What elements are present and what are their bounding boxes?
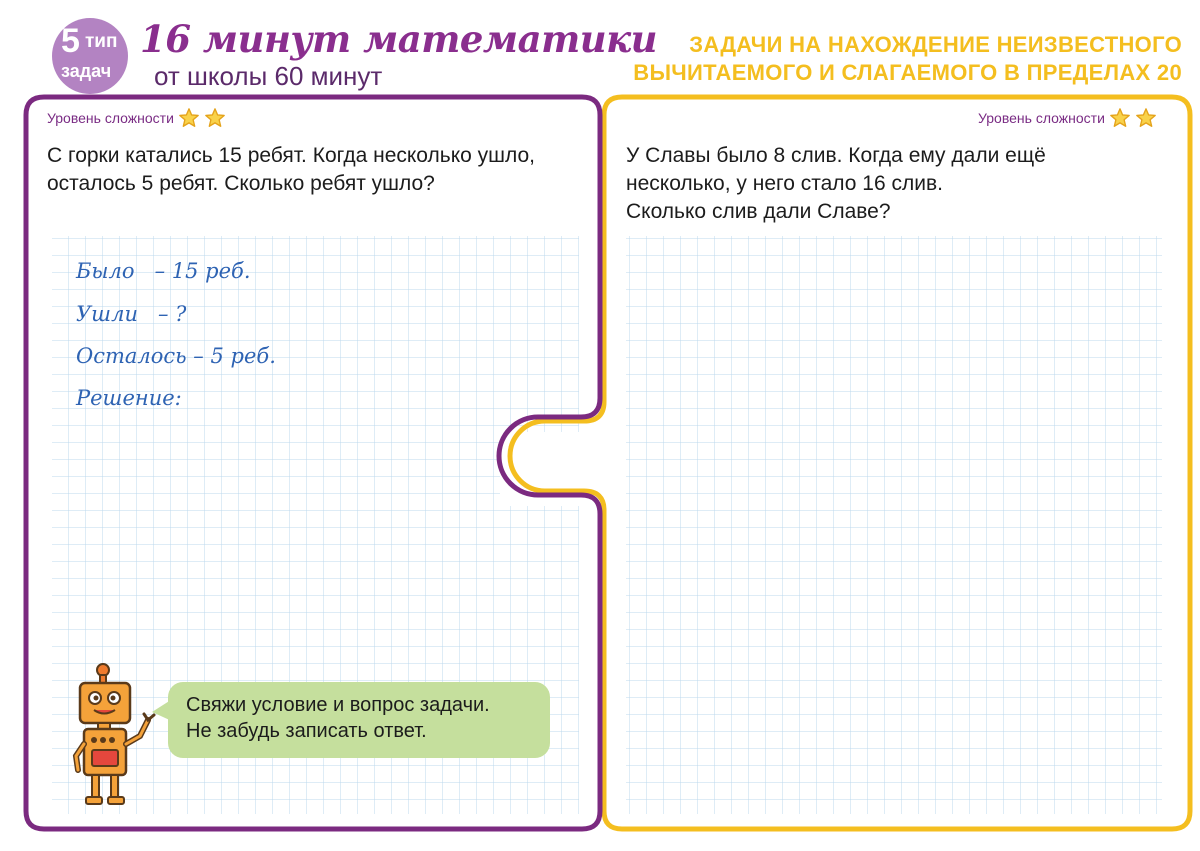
hint-line: Не забудь записать ответ.: [186, 720, 427, 742]
badge-word-type: тип: [85, 31, 118, 52]
problem-line: несколько, у него стало 16 слив.: [626, 172, 943, 195]
handwritten-given-remaining: Осталось – 5 реб.: [76, 344, 276, 368]
badge-number: 5: [61, 22, 80, 60]
handwritten-solution-label: Решение:: [76, 386, 182, 410]
problem-line: осталось 5 ребят. Сколько ребят ушло?: [47, 172, 435, 195]
problem-line: Сколько слив дали Славе?: [626, 200, 891, 223]
right-problem-text: [626, 142, 1166, 226]
robot-icon: [70, 660, 162, 810]
right-difficulty-level: [978, 107, 1157, 129]
brand-title: 16 минут математики: [140, 17, 658, 61]
left-difficulty-level: [47, 107, 226, 129]
difficulty-label: Уровень сложности: [978, 110, 1105, 126]
topic-title-line-2: ВЫЧИТАЕМОГО И СЛАГАЕМОГО В ПРЕДЕЛАХ 20: [633, 60, 1182, 85]
brand-subtitle: от школы 60 минут: [154, 61, 383, 91]
problem-line: С горки катались 15 ребят. Когда несколько ушло,: [47, 144, 536, 167]
star-icon: [1135, 107, 1157, 129]
handwritten-given-left: Ушли – ?: [76, 302, 187, 326]
star-icon: [204, 107, 226, 129]
right-grid-area: [626, 236, 1162, 814]
badge-word-tasks: задач: [61, 61, 112, 81]
left-problem-text: [47, 142, 597, 198]
problem-line: У Славы было 8 слив. Когда ему дали ещё: [626, 144, 1046, 167]
hint-line: Свяжи условие и вопрос задачи.: [186, 694, 490, 716]
topic-title-line-1: ЗАДАЧИ НА НАХОЖДЕНИЕ НЕИЗВЕСТНОГО: [689, 32, 1182, 57]
star-icon: [1109, 107, 1131, 129]
hint-bubble: [168, 682, 550, 758]
star-icon: [178, 107, 200, 129]
difficulty-label: Уровень сложности: [47, 110, 174, 126]
handwritten-given-total: Было – 15 реб.: [76, 259, 251, 283]
